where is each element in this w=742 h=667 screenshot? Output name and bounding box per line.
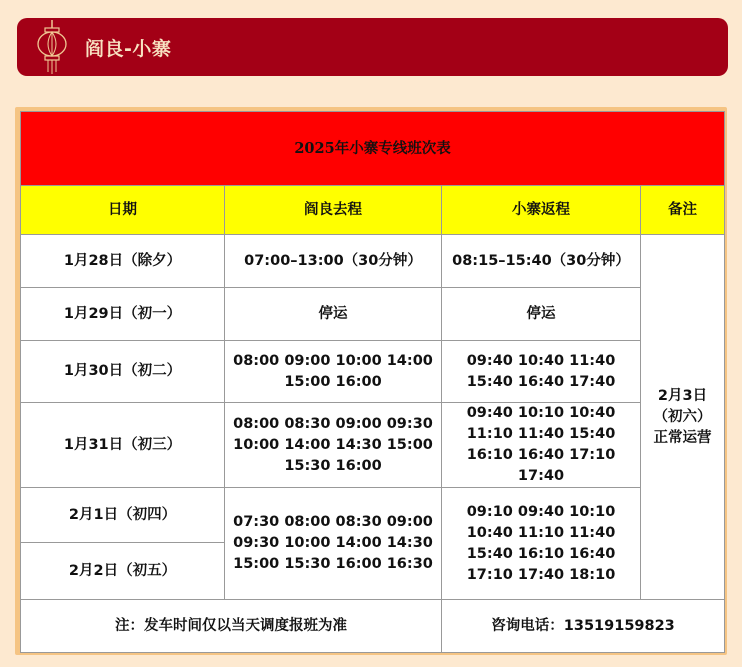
return-times-cell: 08:15–15:40（30分钟） bbox=[442, 235, 641, 288]
outbound-times-cell: 08:00 09:00 10:00 14:00 15:00 16:00 bbox=[225, 341, 442, 403]
footer-note: 注：发车时间仅以当天调度报班为准 bbox=[21, 600, 442, 653]
table-row bbox=[21, 403, 725, 488]
column-header-row bbox=[21, 186, 725, 235]
date-cell: 1月29日（初一） bbox=[21, 288, 225, 341]
lantern-icon bbox=[35, 20, 69, 74]
return-times-cell: 停运 bbox=[442, 288, 641, 341]
date-cell: 2月1日（初四） bbox=[21, 488, 225, 543]
outbound-times-cell: 07:00–13:00（30分钟） bbox=[225, 235, 442, 288]
table-title: 2025年小寨专线班次表 bbox=[21, 112, 725, 186]
return-times-cell: 09:40 10:10 10:40 11:10 11:40 15:40 16:10 16:40 17:10 17:40 bbox=[442, 403, 641, 488]
date-cell: 1月31日（初三） bbox=[21, 403, 225, 488]
outbound-times-cell: 停运 bbox=[225, 288, 442, 341]
remark-cell: 2月3日（初六）正常运营 bbox=[641, 235, 725, 600]
return-times-cell: 09:40 10:40 11:40 15:40 16:40 17:40 bbox=[442, 341, 641, 403]
column-header-remark: 备注 bbox=[641, 186, 725, 235]
date-cell: 2月2日（初五） bbox=[21, 543, 225, 600]
table-row bbox=[21, 488, 725, 543]
outbound-times-cell: 07:30 08:00 08:30 09:00 09:30 10:00 14:00 14:30 15:00 15:30 16:00 16:30 bbox=[225, 488, 442, 600]
date-cell: 1月28日（除夕） bbox=[21, 235, 225, 288]
table-title-row bbox=[21, 112, 725, 186]
column-header-outbound: 阎良去程 bbox=[225, 186, 442, 235]
route-title: 阎良-小寨 bbox=[85, 37, 172, 60]
footer-contact: 咨询电话：13519159823 bbox=[442, 600, 725, 653]
outbound-times-cell: 08:00 08:30 09:00 09:30 10:00 14:00 14:30 15:00 15:30 16:00 bbox=[225, 403, 442, 488]
column-header-date: 日期 bbox=[21, 186, 225, 235]
column-header-return: 小寨返程 bbox=[442, 186, 641, 235]
footer-row bbox=[21, 600, 725, 653]
return-times-cell: 09:10 09:40 10:10 10:40 11:10 11:40 15:40 16:10 16:40 17:10 17:40 18:10 bbox=[442, 488, 641, 600]
schedule-table bbox=[20, 111, 725, 653]
table-row bbox=[21, 341, 725, 403]
table-row bbox=[21, 288, 725, 341]
date-cell: 1月30日（初二） bbox=[21, 341, 225, 403]
route-header bbox=[17, 18, 728, 76]
table-row bbox=[21, 235, 725, 288]
